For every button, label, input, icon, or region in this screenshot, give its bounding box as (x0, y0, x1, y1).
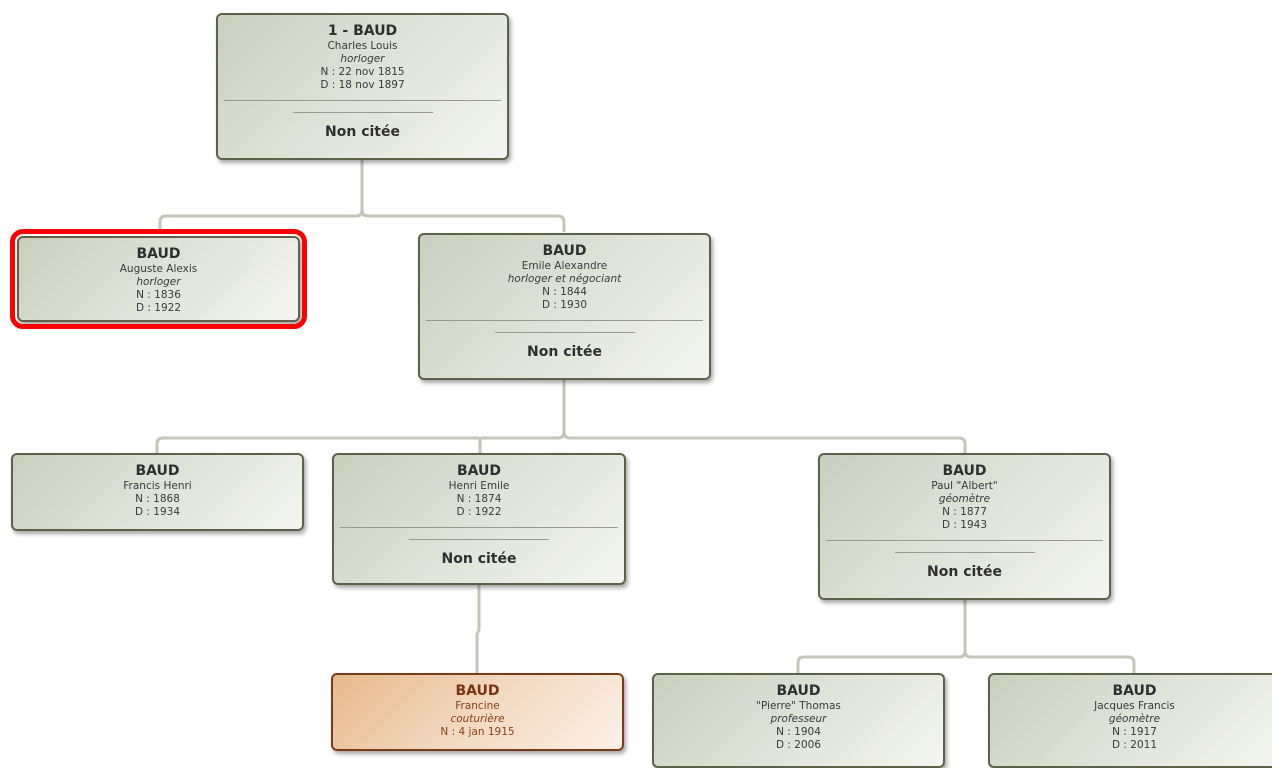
person-surname: BAUD (135, 463, 180, 479)
person-death: D : 1922 (456, 506, 502, 518)
person-birth: N : 1868 (135, 493, 180, 505)
person-birth: N : 1917 (1112, 726, 1157, 738)
person-death: D : 1930 (541, 299, 588, 311)
person-death: D : 1922 (135, 302, 182, 314)
person-surname: BAUD (942, 463, 987, 479)
divider (826, 540, 1103, 541)
divider (224, 100, 501, 101)
connector-henri (477, 585, 479, 673)
divider (293, 112, 433, 113)
person-death: D : 2006 (775, 739, 822, 751)
person-card[interactable] (418, 233, 711, 380)
person-birth: N : 1877 (942, 506, 987, 518)
person-death: D : 18 nov 1897 (320, 79, 405, 91)
person-given-names: Paul "Albert" (931, 480, 998, 492)
person-card[interactable] (652, 673, 945, 768)
person-birth: N : 1874 (456, 493, 502, 505)
spouse-name: Non citée (927, 564, 1002, 580)
person-death: D : 2011 (1111, 739, 1158, 751)
person-occupation: géomètre (938, 493, 991, 505)
person-birth: N : 1836 (136, 289, 181, 301)
person-card[interactable] (988, 673, 1272, 768)
person-given-names: Charles Louis (327, 40, 398, 52)
person-card[interactable] (11, 453, 304, 531)
person-death: D : 1934 (134, 506, 181, 518)
person-surname: 1 - BAUD (327, 23, 398, 39)
person-card[interactable] (818, 453, 1111, 600)
person-surname: BAUD (776, 683, 821, 699)
person-surname: BAUD (542, 243, 587, 259)
person-card[interactable] (331, 673, 624, 751)
person-birth: N : 1904 (776, 726, 821, 738)
person-birth: N : 4 jan 1915 (440, 726, 515, 738)
person-surname: BAUD (136, 246, 181, 262)
connector-gen2 (157, 380, 965, 453)
person-surname: BAUD (455, 683, 500, 699)
person-given-names: "Pierre" Thomas (756, 700, 841, 712)
person-birth: N : 22 nov 1815 (320, 66, 405, 78)
person-occupation: horloger et négociant (507, 273, 622, 285)
person-card[interactable] (216, 13, 509, 160)
person-occupation: horloger (340, 53, 385, 65)
person-given-names: Auguste Alexis (119, 263, 198, 275)
connector-paul (798, 600, 1134, 673)
person-surname: BAUD (456, 463, 502, 479)
person-birth: N : 1844 (542, 286, 587, 298)
person-occupation: couturière (450, 713, 505, 725)
spouse-name: Non citée (441, 551, 517, 567)
spouse-name: Non citée (325, 124, 400, 140)
person-given-names: Francis Henri (123, 480, 192, 492)
person-given-names: Emile Alexandre (521, 260, 608, 272)
divider (409, 539, 549, 540)
person-card-selected[interactable] (17, 236, 300, 322)
connector-gen1 (160, 160, 564, 232)
spouse-name: Non citée (527, 344, 602, 360)
person-occupation: horloger (136, 276, 181, 288)
person-given-names: Henri Emile (448, 480, 510, 492)
divider (895, 552, 1035, 553)
person-death: D : 1943 (941, 519, 988, 531)
person-card[interactable] (332, 453, 626, 585)
person-given-names: Francine (455, 700, 500, 712)
person-surname: BAUD (1112, 683, 1157, 699)
person-occupation: géomètre (1108, 713, 1161, 725)
divider (495, 332, 635, 333)
divider (426, 320, 703, 321)
person-occupation: professeur (770, 713, 827, 725)
divider (340, 527, 618, 528)
person-given-names: Jacques Francis (1094, 700, 1175, 712)
